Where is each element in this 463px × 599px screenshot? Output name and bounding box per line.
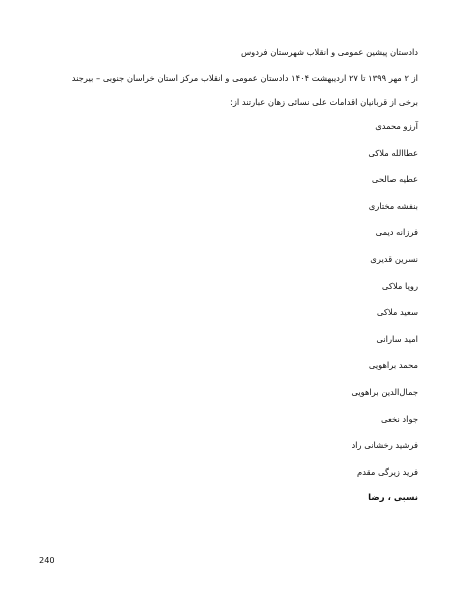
victim-name: سعید ملاکی xyxy=(376,307,418,318)
victim-name: فرید زیرگی مقدم xyxy=(357,466,418,477)
victim-name: فرشید رخشانی راد xyxy=(351,440,418,451)
victim-name: بنفشه مختاری xyxy=(368,200,418,211)
victim-name: عطاالله ملاکی xyxy=(368,147,418,158)
section-signature: نسبی ، رضا xyxy=(368,493,418,504)
page-number: 240 xyxy=(39,555,55,565)
victim-name: جمال‌الدین براهویی xyxy=(351,386,418,397)
victim-name: نسرین قدیری xyxy=(370,253,418,264)
victim-name: محمد براهویی xyxy=(368,360,418,371)
document-body xyxy=(66,46,418,504)
victim-name: آرزو محمدی xyxy=(375,121,418,131)
section-heading: دادستان پیشین عمومی و انقلاب شهرستان فردوس xyxy=(240,47,418,57)
victim-name: رویا ملاکی xyxy=(381,280,418,291)
victim-name: جواد نخعی xyxy=(381,413,418,424)
victims-list xyxy=(66,120,418,478)
victim-name: امید سارانی xyxy=(376,333,418,344)
victim-name: عطیه صالحی xyxy=(371,174,418,185)
victim-name: فرزانه دیمی xyxy=(375,227,418,238)
victims-lead-text: برخی از قربانیان اقدامات علی نسائی زهان عبارتند از: xyxy=(230,97,418,107)
intro-paragraph: از ۲ مهر ۱۳۹۹ تا ۲۷ اردیبهشت ۱۴۰۴ دادستان عمومی و انقلاب مرکز استان خراسان جنوبی – بیرجند xyxy=(71,73,418,83)
